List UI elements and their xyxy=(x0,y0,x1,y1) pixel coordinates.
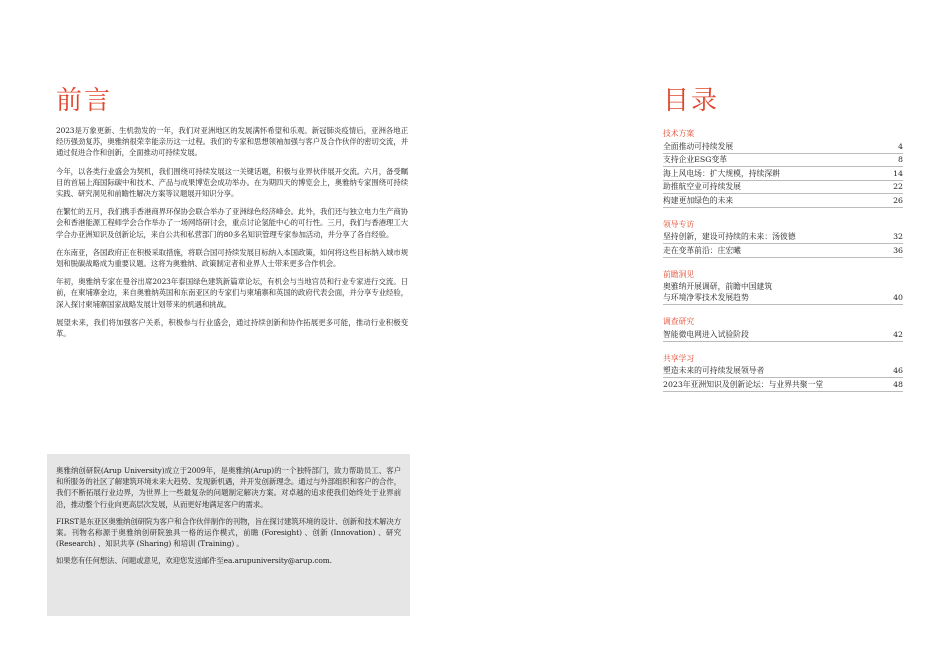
preface-paragraph: 在繁忙的五月，我们携手香港商界环保协会联合举办了亚洲绿色经济峰会。此外，我们还与独立电力生产商协会和香港能源工程师学会合作举办了一场网络研讨会，重点讨论氢能中心的可行性。三月，我们与香港理工大学合办亚洲知识及创新论坛，来自公共和私营部门的80多名知识管理专家参加活动，并分享了各自经验。 xyxy=(56,207,408,239)
toc-entry[interactable] xyxy=(663,181,903,195)
toc-entry-page: 8 xyxy=(898,155,903,164)
toc-section-title: 领导专访 xyxy=(663,219,695,229)
toc-entry[interactable] xyxy=(663,231,903,245)
toc-entry-title: 智能微电网进入试验阶段 xyxy=(663,329,749,339)
toc-entry-title: 奥雅纳开展调研，前瞻中国建筑 与环境净零技术发展趋势 xyxy=(663,282,773,302)
toc-section-tech xyxy=(663,127,903,208)
about-paragraph: 奥雅纳创研院(Arup University)成立于2009年，是奥雅纳(Arup)的一个独特部门，致力帮助员工、客户和所服务的社区了解建筑环境未来大趋势、发现新机遇，并开发创新理念。通过与外部组织和客户的合作，我们不断拓展行业边界，为世界上一些最复杂的问题制定解决方案。对卓越的追求使我们始终处于业界前沿，推动整个行业向更高层次发展，从而更好地满足客户的需求。 xyxy=(56,466,401,509)
about-paragraph: FIRST是东亚区奥雅纳创研院为客户和合作伙伴制作的刊物，旨在探讨建筑环境的设计、创新和技术解决方案。刊物名称源于奥雅纳创研院独具一格的运作模式，前瞻 (Foresight) 、创新 (Innovation) 、研究 (Research) 、知识共享 (Sharing) 和培训 (Training) 。 xyxy=(56,516,401,549)
toc-entry[interactable] xyxy=(663,328,903,342)
toc-entry-page: 4 xyxy=(898,141,903,151)
toc-entry-title: 支持企业ESG变革 xyxy=(663,155,728,164)
toc-entry[interactable] xyxy=(663,140,903,154)
toc-entry-page: 36 xyxy=(893,245,903,255)
toc-entry-title: 全面推动可持续发展 xyxy=(663,141,734,151)
preface-paragraph: 年初，奥雅纳专家在曼谷出席2023年泰国绿色建筑新篇章论坛，有机会与当地官员和行业专家进行交流。日前，在柬埔寨金边，来自奥雅纳英国和东南亚区的专家们与柬埔寨和英国的政府代表会面，并分享专业经验，深入探讨柬埔寨国家战略发展计划带来的机遇和挑战。 xyxy=(56,277,408,309)
toc-title: 目录 xyxy=(663,86,720,116)
toc-section-title: 前瞻洞见 xyxy=(663,269,695,279)
toc-section-research xyxy=(663,315,903,342)
toc-entry[interactable] xyxy=(663,244,903,258)
table-of-contents xyxy=(663,127,903,402)
preface-paragraph: 在东南亚，各国政府正在积极采取措施，将联合国可持续发展目标纳入本国政策，如何将这些目标纳入城市规划和脱碳战略成为重要议题。这将为奥雅纳、政策制定者和业界人士带来更多合作机会。 xyxy=(56,247,408,269)
toc-section-title: 共享学习 xyxy=(663,353,695,363)
toc-entry-page: 46 xyxy=(893,366,903,375)
preface-paragraph: 2023是万象更新、生机勃发的一年，我们对亚洲地区的发展满怀希望和乐观。新冠肺炎疫情后，亚洲各地正经历强劲复苏，奥雅纳很荣幸能亲历这一过程。我们的专家和思想领袖加强与客户及合作伙伴的密切交流，并通过促进合作和创新，全面推动可持续发展。 xyxy=(56,126,408,158)
toc-entry-page: 40 xyxy=(893,293,903,302)
toc-entry-page: 32 xyxy=(893,232,903,241)
about-box xyxy=(47,454,410,616)
toc-entry[interactable] xyxy=(663,167,903,181)
toc-entry-page: 22 xyxy=(893,182,903,191)
toc-entry-title: 海上风电场：扩大规模，持续深耕 xyxy=(663,168,780,178)
toc-entry-title: 塑造未来的可持续发展领导者 xyxy=(663,366,765,375)
toc-entry[interactable] xyxy=(663,281,903,306)
toc-section-interviews xyxy=(663,218,903,258)
preface-paragraph: 展望未来，我们将加强客户关系，积极参与行业盛会，通过持续创新和协作拓展更多可能，推动行业积极变革。 xyxy=(56,317,408,339)
toc-entry-page: 48 xyxy=(893,379,903,389)
toc-entry-page: 26 xyxy=(893,195,903,205)
toc-section-foresight xyxy=(663,268,903,306)
toc-section-title: 技术方案 xyxy=(663,129,695,138)
toc-entry[interactable] xyxy=(663,154,903,168)
toc-entry-page: 14 xyxy=(893,168,903,178)
preface-body xyxy=(56,125,408,346)
toc-entry[interactable] xyxy=(663,194,903,208)
toc-entry[interactable] xyxy=(663,378,903,392)
preface-paragraph: 今年，以各类行业盛会为契机，我们围绕可持续发展这一关键话题，积极与业界伙伴展开交流。六月，备受瞩目的首届上海国际碳中和技术、产品与成果博览会成功举办。在为期四天的博览会上，奥雅纳专家围绕可持续实践、研究洞见和前瞻性解决方案等议题展开知识分享。 xyxy=(56,166,408,199)
preface-title: 前言 xyxy=(56,86,113,116)
toc-entry-title: 2023年亚洲知识及创新论坛：与业界共聚一堂 xyxy=(663,379,824,389)
toc-entry[interactable] xyxy=(663,365,903,379)
toc-entry-title: 助推航空业可持续发展 xyxy=(663,182,741,191)
toc-section-title: 调查研究 xyxy=(663,317,695,326)
toc-section-learning xyxy=(663,352,903,392)
toc-entry-title: 坚持创新，建设可持续的未来：汤彼德 xyxy=(663,232,796,241)
about-contact[interactable]: 如果您有任何想法、问题或意见，欢迎您发送邮件至ea.arupuniversity@arup.com. xyxy=(56,556,332,566)
toc-entry-title: 构建更加绿色的未来 xyxy=(663,195,734,205)
toc-entry-page: 42 xyxy=(893,329,903,339)
toc-entry-title: 走在变革前沿：庄宏曦 xyxy=(663,245,741,255)
